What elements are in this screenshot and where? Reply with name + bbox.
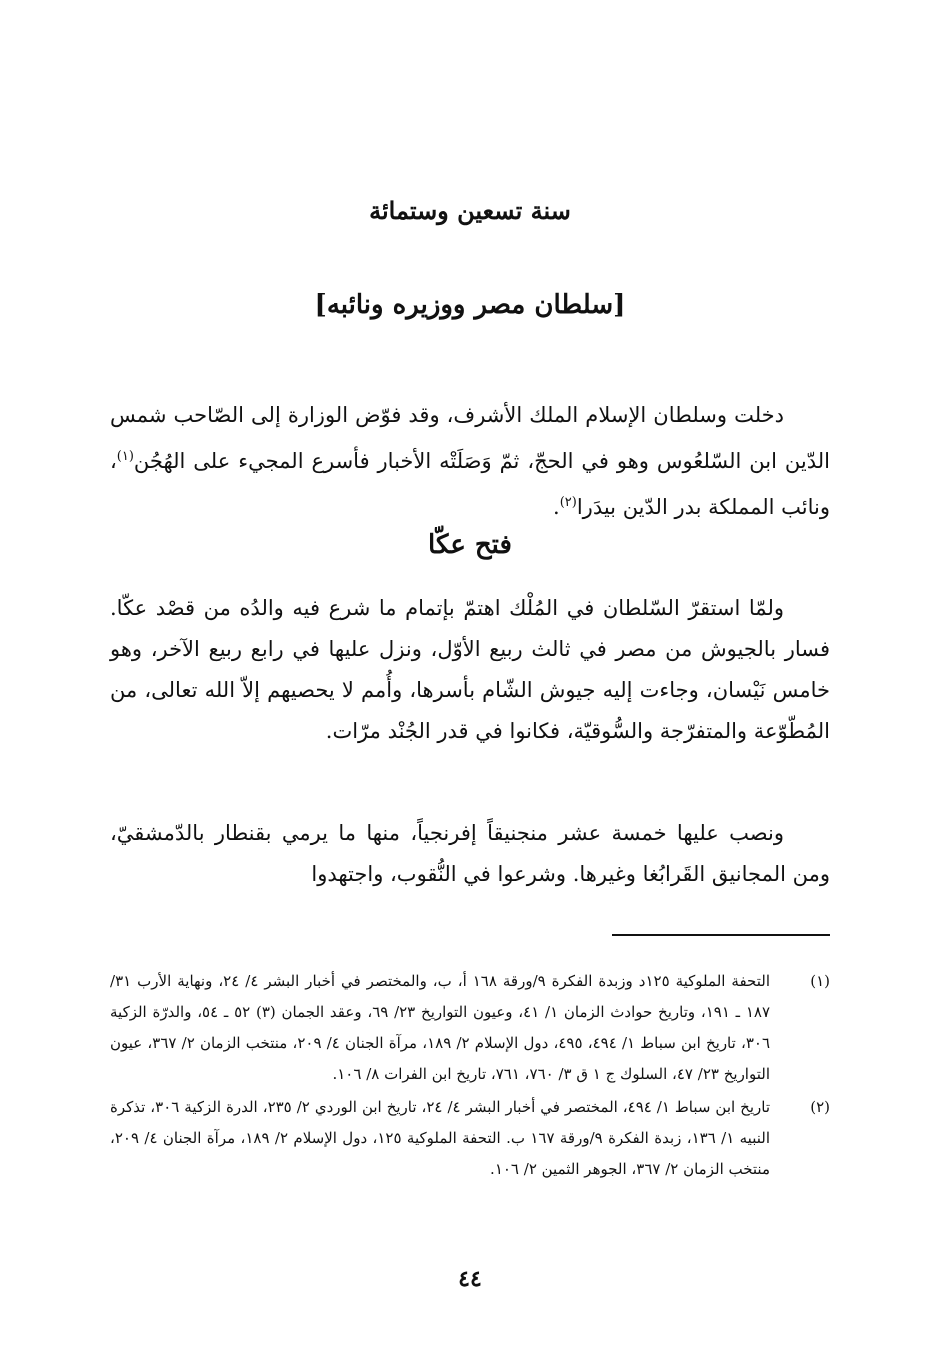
- subheading: فتح عكّا: [428, 530, 512, 560]
- footnote-text: تاريخ ابن سباط ١/ ٤٩٤، المختصر في أخبار البشر ٤/ ٢٤، تاريخ ابن الوردي ٢/ ٢٣٥، الدرة الزكية ٣٠٦، تذكرة النبيه ١/ ١٣٦، زبدة الفكرة ٩/ورقة ١٦٧ ب. التحفة الملوكية ١٢٥، دول الإسلام ٢/ ١٨٩، مرآة الجنان ٤/ ٢٠٩، منتخب الزمان ٢/ ٣٦٧، الجوهر الثمين ٢/ ١٠٦.: [110, 1098, 771, 1178]
- year-title: سنة تسعين وستمائة: [369, 196, 571, 225]
- paragraph-1-part-c: .: [553, 495, 560, 519]
- section-title: [سلطان مصر ووزيره ونائبه]: [314, 290, 626, 320]
- footnote: [110, 966, 830, 1090]
- paragraph-1-part-a: دخلت وسلطان الإسلام الملك الأشرف، وقد فوّض الوزارة إلى الصّاحب شمس الدّين ابن السّلعُوس وهو في الحجّ، ثمّ وَصَلَتْه الأخبار فأسرع المجيء على الهُجُن: [110, 403, 830, 473]
- paragraph-2-text: ولمّا استقرّ السّلطان في المُلْك اهتمّ بإتمام ما شرع فيه والدُه من قصْد عكّا. فسار بالجيوش من مصر في ثالث ربيع الأوّل، ونزل عليها في رابع ربيع الآخر، وهو خامس نَيْسان، وجاءت إليه جيوش الشّام بأسرها، وأُمم لا يحصيهم إلاّ الله تعالى، من المُطّوّعة والمتفرّجة والسُّوقيّة، فكانوا في قدر الجُنْد مرّات.: [110, 596, 830, 743]
- footnote-number: (١): [810, 972, 830, 990]
- page-number: ٤٤: [458, 1266, 482, 1292]
- footnote: [110, 1092, 830, 1185]
- footnote-ref-1: (١): [116, 449, 134, 464]
- paragraph-3-text: ونصب عليها خمسة عشر منجنيقاً إفرنجياً، منها ما يرمي بقنطار بالدّمشقيّ، ومن المجانيق القَرابُغا وغيرها. وشرعوا في النُّقوب، واجتهدوا: [110, 821, 830, 886]
- footnote-text: التحفة الملوكية ١٢٥د وزبدة الفكرة ٩/ورقة ١٦٨ أ، ب، والمختصر في أخبار البشر ٤/ ٢٤، ونهاية الأرب ٣١/ ١٨٧ ـ ١٩١، وتاريخ حوادث الزمان ١/ ٤١، وعيون التواريخ ٢٣/ ٦٩، وعقد الجمان (٣) ٥٢ ـ ٥٤، والدرّة الزكية ٣٠٦، تاريخ ابن سباط ١/ ٤٩٤، ٤٩٥، دول الإسلام ٢/ ١٨٩، مرآة الجنان ٤/ ٢٠٩، منتخب الزمان ٢/ ٣٦٧، عيون التواريخ ٢٣/ ٤٧، السلوك ج ١ ق ٣/ ٧٦٠، ٧٦١، تاريخ ابن الفرات ٨/ ١٠٦.: [110, 972, 771, 1083]
- paragraph-3: [110, 813, 830, 895]
- paragraph-1-part-b: ، ونائب المملكة بدر الدّين بيدَرا: [110, 449, 830, 519]
- footnote-ref-2: (٢): [559, 495, 577, 510]
- footnote-separator: [612, 934, 830, 936]
- paragraph-2: [110, 588, 830, 752]
- paragraph-1: [110, 395, 830, 528]
- paragraph-1-text: [110, 395, 830, 528]
- footnote-number: (٢): [810, 1098, 830, 1116]
- footnotes: [110, 966, 830, 1187]
